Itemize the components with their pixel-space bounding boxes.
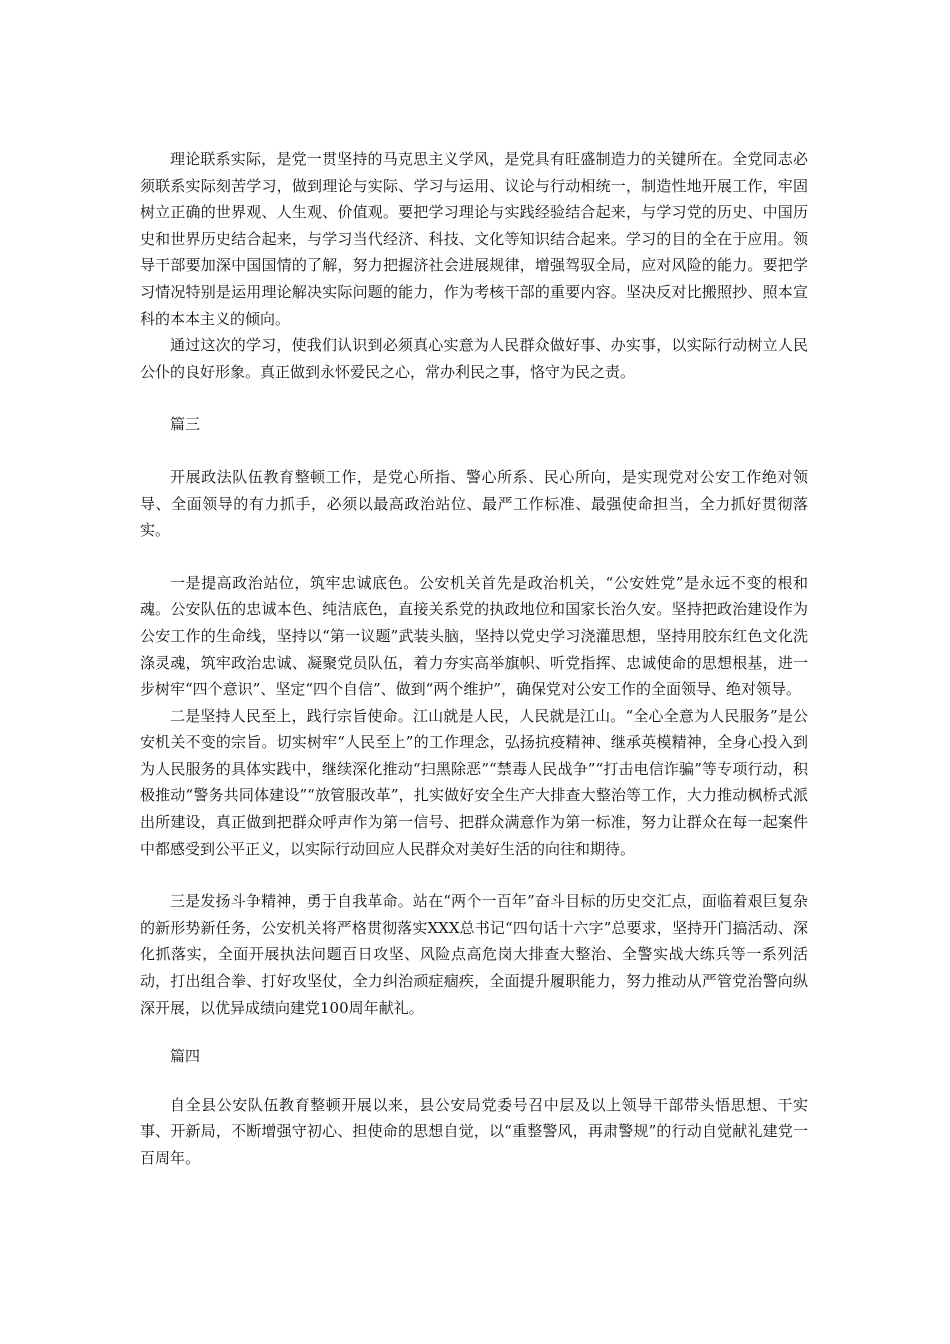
spacer [140,438,808,464]
spacer [140,385,808,411]
section-heading-part-three: 篇三 [170,415,201,434]
paragraph-people-first: 二是坚持人民至上，践行宗旨使命。江山就是人民，人民就是江山。“全心全意为人民服务”是公安机关不变的宗旨。切实树牢“人民至上”的工作理念，弘扬抗疫精神、继承英模精神，全身心投入到为人民服务的具体实践中，继续深化推动“扫黑除恶”“禁毒人民战争”“打击电信诈骗”等专项行动，积极推动“警务共同体建设”“放管服改革”，扎实做好安全生产大排查大整治等工作，大力推动枫桥式派出所建设，真正做到把群众呼声作为第一信号、把群众满意作为第一标准，努力让群众在每一起案件中都感受到公平正义，以实际行动回应人民群众对美好生活的向往和期待。 [140,706,808,858]
paragraph-theory-practice: 理论联系实际，是党一贯坚持的马克思主义学风，是党具有旺盛制造力的关键所在。全党同志必须联系实际刻苦学习，做到理论与实际、学习与运用、议论与行动相统一，制造性地开展工作，牢固树立正确的世界观、人生观、价值观。要把学习理论与实践经验结合起来，与学习党的历史、中国历史和世界历史结合起来，与学习当代经济、科技、文化等知识结合起来。学习的目的全在于应用。领导干部要加深中国国情的了解，努力把握济社会进展规律，增强驾驭全局，应对风险的能力。要把学习情况特别是运用理论解决实际问题的能力，作为考核干部的重要内容。坚决反对比搬照抄、照本宣科的本本主义的倾向。 [140,150,808,328]
spacer [140,544,808,570]
document-body [140,146,808,1172]
spacer [140,862,808,888]
paragraph-study-outcome: 通过这次的学习，使我们认识到必须真心实意为人民群众做好事、办实事，以实际行动树立人民公仆的良好形象。真正做到永怀爱民之心，常办利民之事，恪守为民之责。 [140,336,808,381]
section-heading-part-four: 篇四 [170,1047,201,1066]
paragraph-political-stance: 一是提高政治站位，筑牢忠诚底色。公安机关首先是政治机关，“公安姓党”是永远不变的根和魂。公安队伍的忠诚本色、纯洁底色，直接关系党的执政地位和国家长治久安。坚持把政治建设作为公安工作的生命线，坚持以“第一议题”武装头脑，坚持以党史学习浇灌思想，坚持用胶东红色文化洗涤灵魂，筑牢政治忠诚、凝聚党员队伍，着力夯实高举旗帜、听党指挥、忠诚使命的思想根基，进一步树牢“四个意识”、坚定“四个自信”、做到“两个维护”，确保党对公安工作的全面领导、绝对领导。 [140,573,808,699]
paragraph-self-revolution: 三是发扬斗争精神，勇于自我革命。站在“两个一百年”奋斗目标的历史交汇点，面临着艰巨复杂的新形势新任务，公安机关将严格贯彻落实XXX总书记“四句话十六字”总要求，坚持开门搞活动、深化抓落实，全面开展执法问题百日攻坚、风险点高危岗大排查大整治、全警实战大练兵等一系列活动，打出组合拳、打好攻坚仗，全力纠治顽症痼疾，全面提升履职能力，努力推动从严管党治警向纵深开展，以优异成绩向建党100周年献礼。 [140,892,808,1017]
paragraph-county-police: 自全县公安队伍教育整顿开展以来，县公安局党委号召中层及以上领导干部带头悟思想、干实事、开新局，不断增强守初心、担使命的思想自觉，以“重整警风，再肃警规”的行动自觉献礼建党一百周年。 [140,1095,808,1167]
paragraph-rectification-intro: 开展政法队伍教育整顿工作，是党心所指、警心所系、民心所向，是实现党对公安工作绝对领导、全面领导的有力抓手，必须以最高政治站位、最严工作标准、最强使命担当，全力抓好贯彻落实。 [140,467,808,540]
spacer [140,1021,808,1043]
spacer [140,1070,808,1092]
